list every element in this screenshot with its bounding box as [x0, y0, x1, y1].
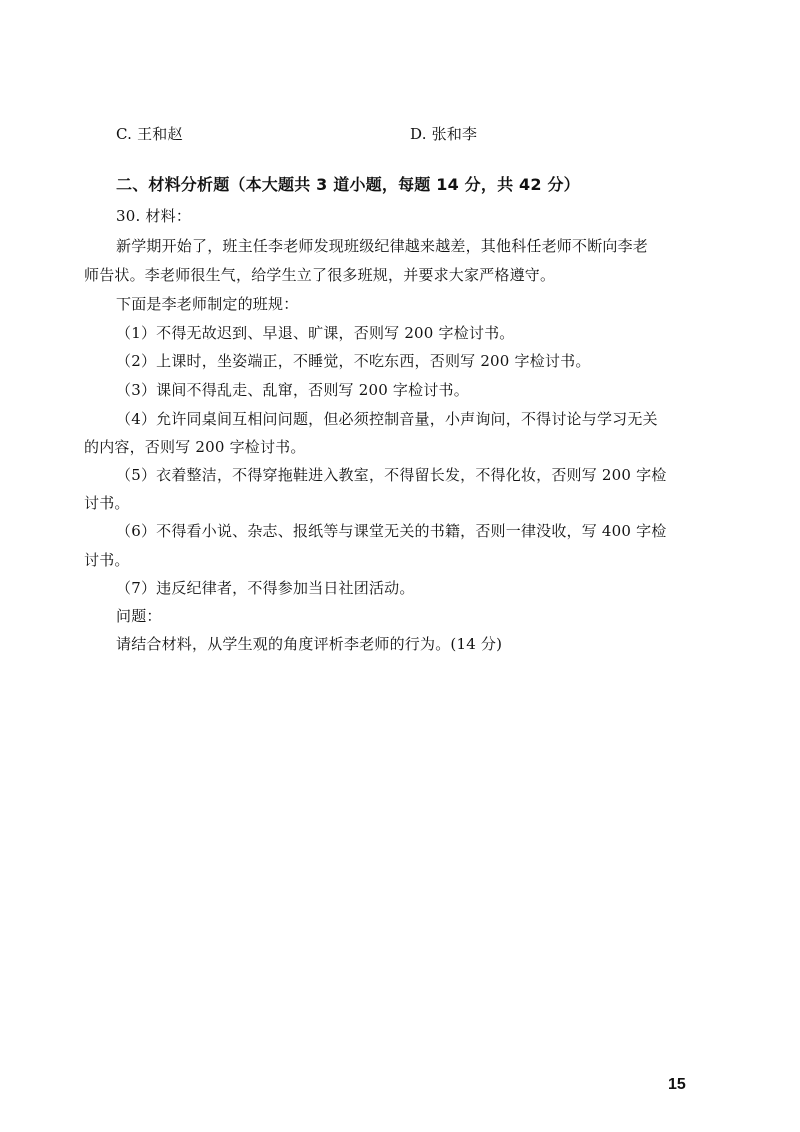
rule-line: 讨书。 — [84, 551, 130, 569]
section-heading: 二、材料分析题（本大题共 3 道小题，每题 14 分，共 42 分） — [116, 175, 580, 194]
rule-line: （7）违反纪律者，不得参加当日社团活动。 — [116, 579, 415, 597]
rule-line: 讨书。 — [84, 494, 130, 512]
material-line: 师告状。李老师很生气，给学生立了很多班规，并要求大家严格遵守。 — [84, 266, 556, 284]
rule-line: （5）衣着整洁，不得穿拖鞋进入教室，不得留长发，不得化妆，否则写 200 字检 — [116, 466, 667, 484]
material-line: 新学期开始了，班主任李老师发现班级纪律越来越差，其他科任老师不断向李老 — [116, 237, 649, 255]
page-number: 15 — [668, 1076, 686, 1093]
rule-line: （3）课间不得乱走、乱窜，否则写 200 字检讨书。 — [116, 381, 469, 399]
prompt-label: 问题： — [116, 607, 162, 625]
question-prompt: 请结合材料，从学生观的角度评析李老师的行为。(14 分) — [116, 635, 503, 653]
rule-line: 的内容，否则写 200 字检讨书。 — [84, 438, 306, 456]
rule-line: （4）允许同桌间互相问问题，但必须控制音量，小声询问，不得讨论与学习无关 — [116, 410, 658, 428]
option-c: C. 王和赵 — [116, 125, 183, 143]
question-number: 30. 材料： — [116, 207, 192, 225]
rules-intro: 下面是李老师制定的班规： — [116, 295, 299, 313]
rule-line: （2）上课时，坐姿端正，不睡觉，不吃东西，否则写 200 字检讨书。 — [116, 352, 591, 370]
rule-line: （1）不得无故迟到、早退、旷课，否则写 200 字检讨书。 — [116, 324, 515, 342]
rule-line: （6）不得看小说、杂志、报纸等与课堂无关的书籍，否则一律没收，写 400 字检 — [116, 522, 667, 540]
option-d: D. 张和李 — [410, 125, 478, 143]
